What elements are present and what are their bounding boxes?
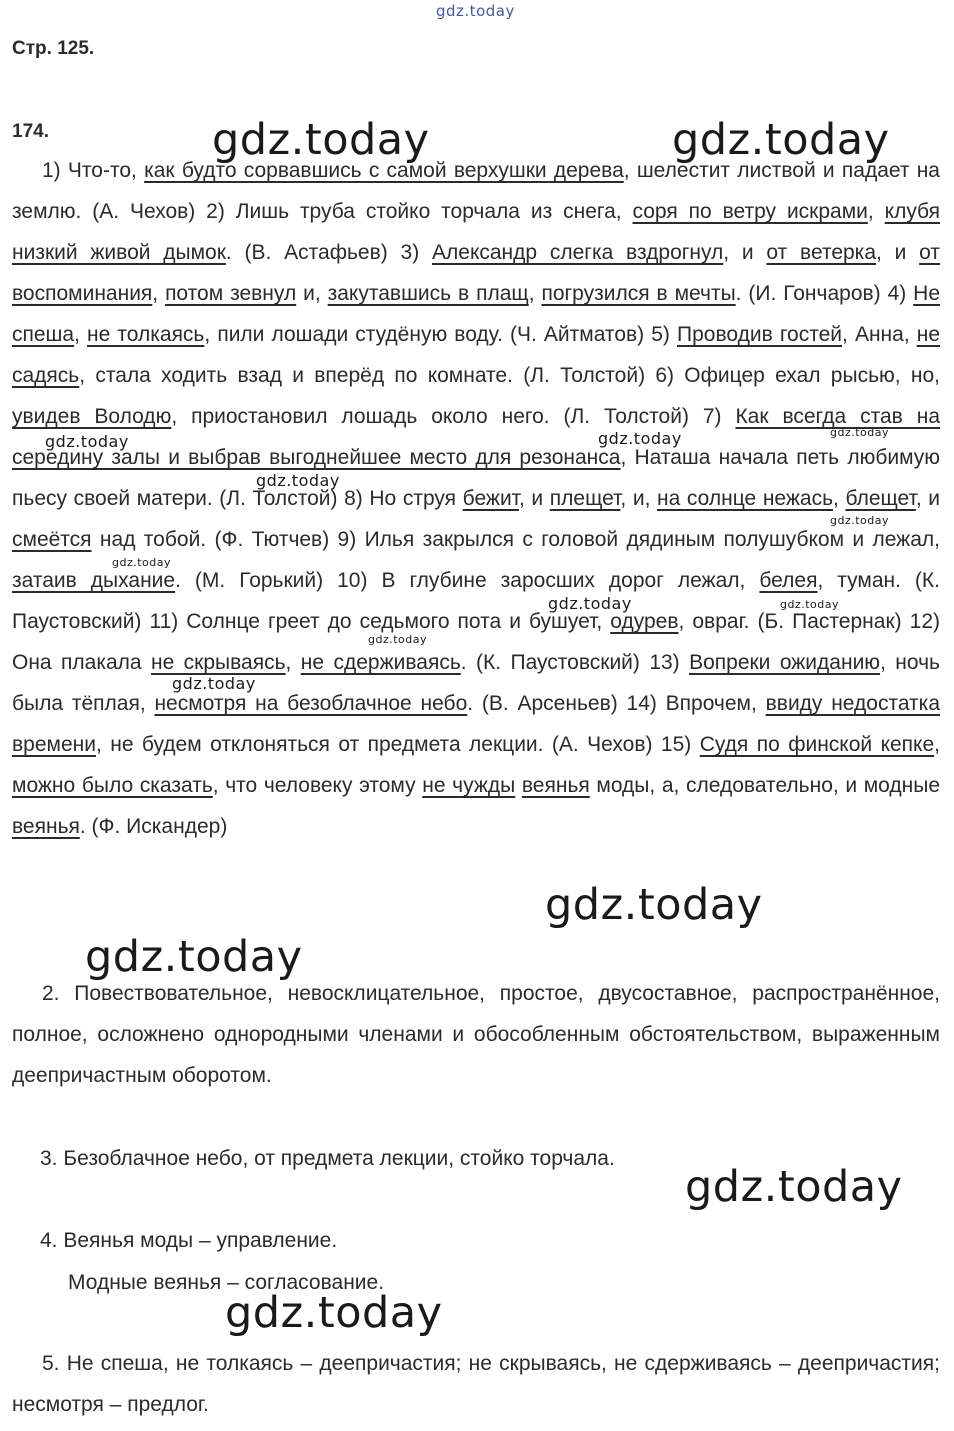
underlined-phrase: веянья [12,815,80,838]
underlined-phrase: Судя по финской кепке [699,733,935,756]
underlined-phrase: потом зевнул [165,282,297,305]
task-4-line-2: Модные веянья – согласование. [68,1271,385,1294]
underlined-phrase: погрузился в мечты [541,282,736,305]
underlined-phrase: как будто сорвавшись с самой верхушки дерева [144,159,624,182]
watermark: gdz.today [548,594,632,613]
underlined-phrase: можно было сказать [12,774,213,797]
exercise-text [12,150,940,847]
watermark: gdz.today [256,471,340,490]
underlined-phrase: не чужды [422,774,516,797]
watermark: gdz.today [780,598,840,611]
underlined-phrase: от ветерка [766,241,877,264]
watermark: gdz.today [830,514,890,527]
underlined-phrase: от воспоминания [12,241,940,305]
sentences-paragraph: 1) Что-то, как будто сорвавшись с самой верхушки дерева, шелестит листвой и падает на землю. (А. Чехов) 2) Лишь труба стойко торчала из снега, соря по ветру искрами, клубя низкий живой дымок. (В. Астафьев) 3) Александр слегка вздрогнул, и от ветерка, и от воспоминания, потом зевнул и, закутавшись в плащ, погрузился в мечты. (И. Гончаров) 4) Не спеша, не толкаясь, пили лошади студёную воду. (Ч. Айтматов) 5) Проводив гостей, Анна, не садясь, стала ходить взад и вперёд по комнате. (Л. Толстой) 6) Офицер ехал рысью, но, увидев Володю, приостановил лошадь около него. (Л. Толстой) 7) Как всегда став на середину залы и выбрав выгоднейшее место для резонанса, Наташа начала петь любимую пьесу своей матери. (Л. Толстой) 8) Но струя бежит, и плещет, и, на солнце нежась, блещет, и смеётся над тобой. (Ф. Тютчев) 9) Илья закрылся с головой дядиным полушубком и лежал, затаив дыхание. (М. Горький) 10) В глубине заросших дорог лежал, белея, туман. (К. Паустовский) 11) Солнце греет до седьмого пота и бушует, одурев, овраг. (Б. Пастернак) 12) Она плакала не скрываясь, не сдерживаясь. (К. Паустовский) 13) Вопреки ожиданию, ночь была тёплая, несмотря на безоблачное небо. (В. Арсеньев) 14) Впрочем, ввиду недостатка времени, не будем отклоняться от предмета лекции. (А. Чехов) 15) Судя по финской кепке, можно было сказать, что человеку этому не чужды веянья моды, а, следовательно, и модные веянья. (Ф. Искандер) [12,159,941,838]
underlined-phrase: соря по ветру искрами [632,200,868,223]
underlined-phrase: блещет [845,487,916,510]
underlined-phrase: Александр слегка вздрогнул [432,241,724,264]
underlined-phrase: плещет [549,487,621,510]
watermark: gdz.today [830,426,890,439]
task-2-text: 2. Повествовательное, невосклицательное, простое, двусоставное, распространённое, полное, осложнено однородными членами и обособленным обстоятельством, выраженным деепричастным оборотом. [12,982,940,1087]
task-5 [12,1343,940,1425]
task-5-text: 5. Не спеша, не толкаясь – деепричастия; не скрываясь, не сдерживаясь – деепричастия; несмотря – предлог. [12,1352,940,1416]
watermark: gdz.today [225,1288,443,1338]
watermark: gdz.today [45,432,129,451]
page-reference: Стр. 125. [12,38,95,59]
underlined-phrase: Не спеша [12,282,941,346]
watermark: gdz.today [112,556,172,569]
underlined-phrase: не сдерживаясь [300,651,461,674]
watermark: gdz.today [212,115,430,165]
underlined-phrase: бежит [462,487,519,510]
underlined-phrase: несмотря на безоблачное небо [154,692,468,715]
watermark-top: gdz.today [436,2,515,20]
underlined-phrase: Вопреки ожиданию [689,651,881,674]
task-3: 3. Безоблачное небо, от предмета лекции, стойко торчала. [40,1147,615,1170]
underlined-phrase: белея [759,569,818,592]
underlined-phrase: закутавшись в плащ [327,282,529,305]
task-2 [12,973,940,1096]
underlined-phrase: затаив дыхание [12,569,176,592]
underlined-phrase: клубя низкий живой дымок [12,200,940,264]
watermark: gdz.today [685,1162,903,1212]
watermark: gdz.today [598,429,682,448]
task-4-line-1: 4. Веянья моды – управление. [40,1229,338,1252]
watermark: gdz.today [672,115,890,165]
watermark: gdz.today [368,633,428,646]
underlined-phrase: веянья [521,774,590,797]
underlined-phrase: Как всегда став на середину залы и выбрав выгоднейшее место для резонанса [12,405,940,469]
underlined-phrase: смеётся [12,528,92,551]
watermark: gdz.today [172,674,256,693]
underlined-phrase: не скрываясь [150,651,286,674]
underlined-phrase: увидев Володю [12,405,172,428]
watermark: gdz.today [545,880,763,930]
watermark: gdz.today [85,932,303,982]
underlined-phrase: Проводив гостей [677,323,843,346]
task-number: 174. [12,121,49,142]
underlined-phrase: не садясь [12,323,941,387]
underlined-phrase: ввиду недостатка времени [12,692,941,756]
underlined-phrase: одурев [610,610,679,633]
underlined-phrase: не толкаясь [87,323,205,346]
underlined-phrase: на солнце нежась [657,487,834,510]
